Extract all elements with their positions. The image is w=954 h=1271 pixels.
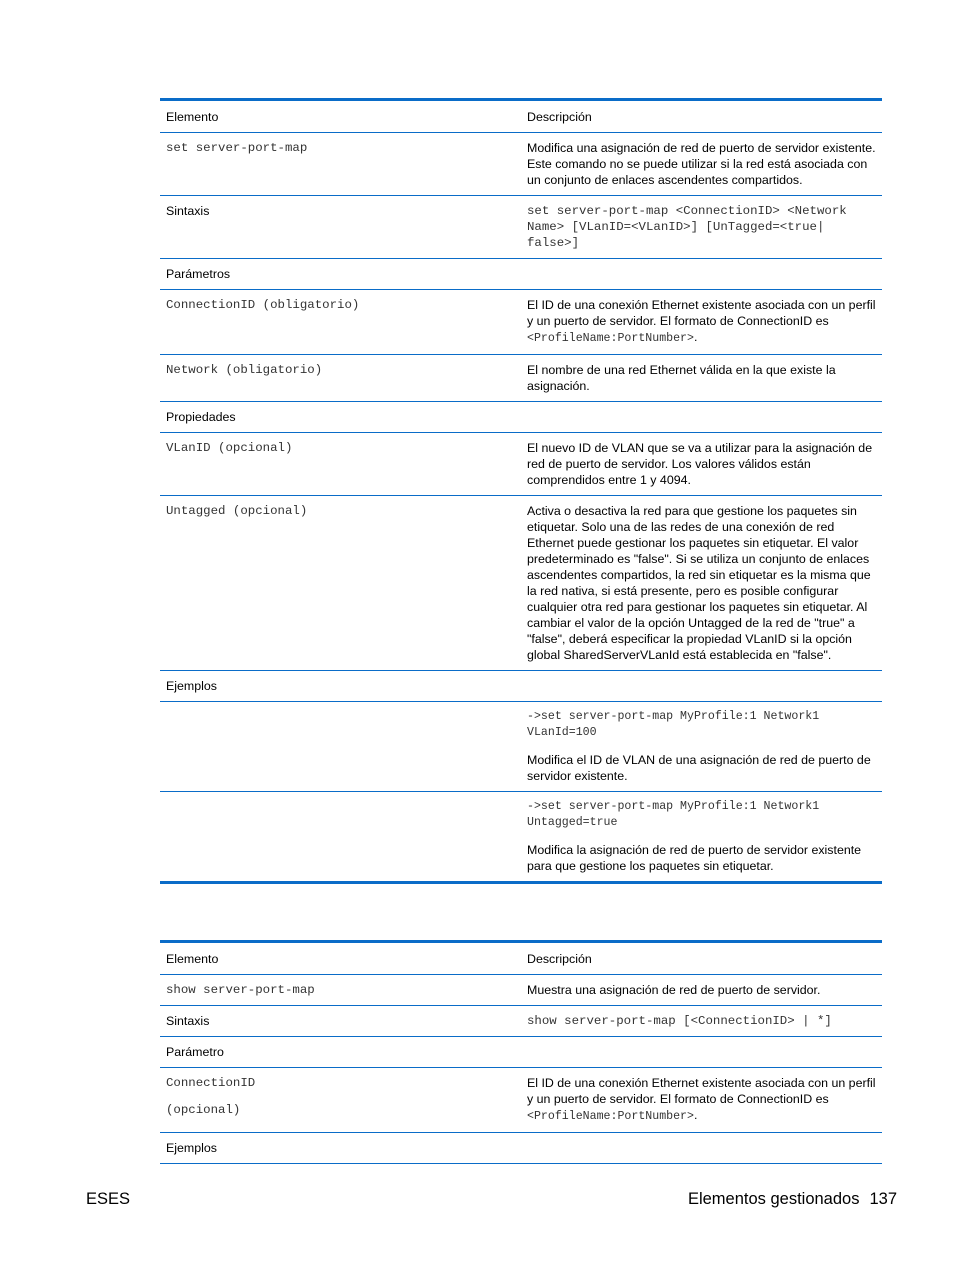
property-description: El nuevo ID de VLAN que se va a utilizar para la asignación de red de puerto de servidor. Los valores válidos están comprendidos entre 1 y 4094.: [527, 441, 873, 487]
property-name: Untagged (opcional): [166, 504, 308, 518]
example-code: ->set server-port-map MyProfile:1 Network1 Untagged=true: [527, 800, 820, 829]
syntax-label: Sintaxis: [166, 1014, 210, 1028]
show-server-port-map-table: [160, 940, 882, 1164]
example-cell: [521, 792, 882, 883]
set-server-port-map-table: [160, 98, 882, 884]
example-code: ->set server-port-map MyProfile:1 Network1 VLanId=100: [527, 710, 820, 739]
table-row: [160, 259, 882, 290]
param-description: El ID de una conexión Ethernet existente asociada con un perfil y un puerto de servidor. El formato de ConnectionID es <ProfileName:PortNumber>.: [527, 298, 876, 345]
table-header-row: [160, 100, 882, 133]
table-row: [160, 496, 882, 671]
command-description: Muestra una asignación de red de puerto de servidor.: [527, 983, 821, 997]
table-row: [160, 433, 882, 496]
column-header-elemento: Elemento: [166, 110, 219, 124]
table-row: [160, 1068, 882, 1133]
table-row: [160, 290, 882, 355]
param-name: ConnectionID (obligatorio): [166, 298, 360, 312]
param-description: El nombre de una red Ethernet válida en la que existe la asignación.: [527, 363, 836, 393]
table-row: [160, 1037, 882, 1068]
table-header-row: [160, 942, 882, 975]
section-label-parametro: Parámetro: [166, 1045, 224, 1059]
footer-page-info: [688, 1190, 897, 1209]
table-row: [160, 355, 882, 402]
section-label-ejemplos: Ejemplos: [166, 1141, 217, 1155]
syntax-value: set server-port-map <ConnectionID> <Network Name> [VLanID=<VLanID>] [UnTagged=<true| false>]: [527, 204, 847, 250]
inline-code: <ProfileName:PortNumber>: [527, 1110, 694, 1123]
table-row: [160, 702, 882, 792]
column-header-elemento: Elemento: [166, 952, 219, 966]
param-name: Network (obligatorio): [166, 363, 323, 377]
section-label-propiedades: Propiedades: [166, 410, 236, 424]
command-name: show server-port-map: [166, 983, 315, 997]
table-row: [160, 196, 882, 259]
syntax-label: Sintaxis: [166, 204, 210, 218]
param-description: El ID de una conexión Ethernet existente asociada con un perfil y un puerto de servidor. El formato de ConnectionID es <ProfileName:PortNumber>.: [527, 1076, 876, 1123]
table-row: [160, 1133, 882, 1164]
command-name: set server-port-map: [166, 141, 308, 155]
property-description: Activa o desactiva la red para que gestione los paquetes sin etiquetar. Solo una de las redes de una conexión de red Ethernet puede gestionar los paquetes sin etiquetar. El valor predeterminado es "false". Si se utiliza un conjunto de enlaces ascendentes compartidos, la red sin etiquetar es la misma que la red nativa, si está presente, pero es posible configurar cualquier otra red para gestionar los paquetes sin etiquetar. Al cambiar el valor de la opción Untagged de la red de "true" a "false", deberá especificar la propiedad VLanID si la opción global SharedServerVLanId está establecida en "false".: [527, 504, 871, 662]
table-row: [160, 402, 882, 433]
column-header-descripcion: Descripción: [527, 110, 592, 124]
command-description: Modifica una asignación de red de puerto de servidor existente. Este comando no se puede utilizar si la red está asociada con un conjunto de enlaces ascendentes compartidos.: [527, 141, 876, 187]
example-description: Modifica el ID de VLAN de una asignación de red de puerto de servidor existente.: [527, 753, 871, 783]
syntax-value: show server-port-map [<ConnectionID> | *]: [527, 1014, 832, 1028]
footer-locale: ESES: [86, 1190, 131, 1208]
example-cell: [521, 702, 882, 792]
table-row: [160, 1006, 882, 1037]
property-name: VLanID (opcional): [166, 441, 293, 455]
page-number: 137: [869, 1190, 897, 1208]
column-header-descripcion: Descripción: [527, 952, 592, 966]
section-label-ejemplos: Ejemplos: [166, 679, 217, 693]
param-name: ConnectionID (opcional): [166, 1076, 256, 1117]
footer-section-title: Elementos gestionados: [687, 1190, 860, 1208]
table-row: [160, 671, 882, 702]
table-row: [160, 133, 882, 196]
table-row: [160, 792, 882, 883]
table-row: [160, 975, 882, 1006]
section-label-parametros: Parámetros: [166, 267, 231, 281]
example-description: Modifica la asignación de red de puerto de servidor existente para que gestione los paquetes sin etiquetar.: [527, 843, 862, 873]
inline-code: <ProfileName:PortNumber>: [527, 332, 694, 345]
